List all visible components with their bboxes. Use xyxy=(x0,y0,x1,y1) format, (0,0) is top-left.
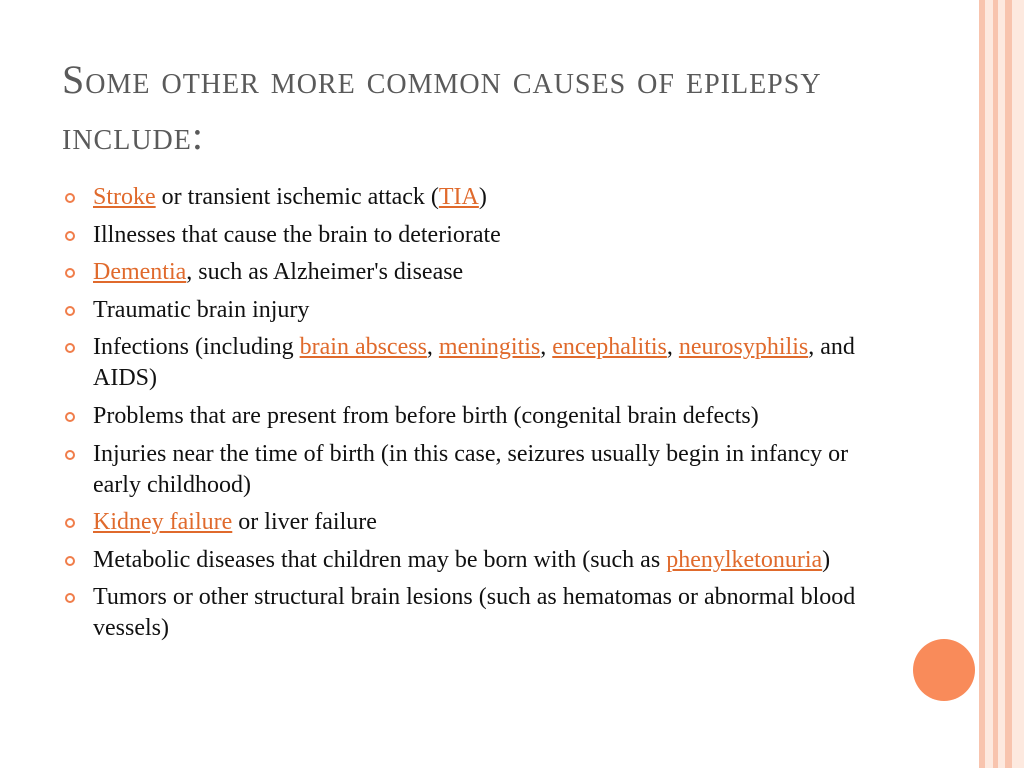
list-item-text: , xyxy=(426,334,439,361)
bullet-icon xyxy=(65,231,75,241)
bullet-icon xyxy=(65,556,75,566)
list-item-text: , xyxy=(540,334,553,361)
link-stroke[interactable]: Stroke xyxy=(93,184,156,210)
bullet-icon xyxy=(65,450,75,460)
bullet-icon xyxy=(65,306,75,316)
list-item-text: or liver failure xyxy=(232,509,377,536)
bullet-icon xyxy=(65,593,75,603)
list-item xyxy=(64,401,884,432)
decorative-stripe xyxy=(998,0,1005,768)
list-item-text: Injuries near the time of birth (in this case, seizures usually begin in infancy or early childhood) xyxy=(93,440,849,498)
list-item-text: Traumatic brain injury xyxy=(93,296,310,323)
link-phenylketonuria[interactable]: phenylketonuria xyxy=(666,546,823,573)
list-item-text: ) xyxy=(478,184,487,210)
link-tia[interactable]: TIA xyxy=(438,184,479,210)
list-item xyxy=(64,182,884,213)
list-item-text: Tumors or other structural brain lesions (such as hematomas or abnormal blood vessels) xyxy=(93,584,856,642)
bullet-icon xyxy=(65,193,75,203)
list-item xyxy=(64,439,884,501)
list-item-text: Metabolic diseases that children may be born with (such as xyxy=(93,546,667,573)
list-item xyxy=(64,507,884,538)
list-item xyxy=(64,545,884,576)
list-item xyxy=(64,257,884,288)
decorative-stripe xyxy=(1005,0,1012,768)
list-item xyxy=(64,220,884,251)
decorative-circle xyxy=(913,639,975,701)
slide-title: Some other more common causes of epilepsy include: xyxy=(62,57,822,158)
link-neurosyphilis[interactable]: neurosyphilis xyxy=(678,334,809,361)
bullet-icon xyxy=(65,412,75,422)
link-kidney-failure[interactable]: Kidney failure xyxy=(93,509,233,536)
list-item-text: , and AIDS) xyxy=(93,334,855,392)
link-meningitis[interactable]: meningitis xyxy=(438,334,541,361)
link-brain-abscess[interactable]: brain abscess xyxy=(299,334,427,361)
list-item xyxy=(64,582,884,644)
bullet-list xyxy=(64,182,884,651)
decorative-stripe xyxy=(985,0,993,768)
list-item-text: or transient ischemic attack ( xyxy=(155,184,439,210)
list-item xyxy=(64,295,884,326)
link-encephalitis[interactable]: encephalitis xyxy=(552,334,667,361)
bullet-icon xyxy=(65,268,75,278)
bullet-icon xyxy=(65,518,75,528)
list-item-text: Infections (including xyxy=(93,334,300,361)
decorative-stripe xyxy=(1012,0,1024,768)
list-item-text: Illnesses that cause the brain to deteriorate xyxy=(93,221,501,248)
list-item-text: , xyxy=(666,334,679,361)
list-item-text: Problems that are present from before birth (congenital brain defects) xyxy=(93,402,759,429)
link-dementia[interactable]: Dementia xyxy=(93,259,187,286)
list-item-text: , such as Alzheimer's disease xyxy=(186,259,464,286)
bullet-icon xyxy=(65,343,75,353)
list-item-text: ) xyxy=(822,546,831,573)
list-item xyxy=(64,332,884,394)
